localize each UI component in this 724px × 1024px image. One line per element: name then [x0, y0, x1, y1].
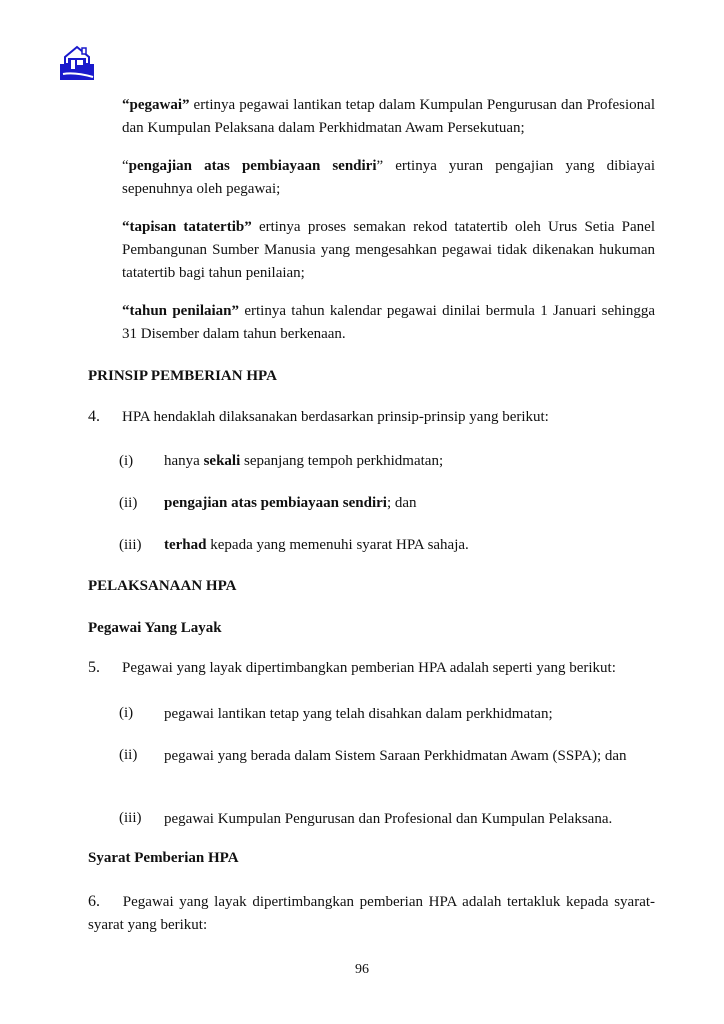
paragraph-text: Pegawai yang layak dipertimbangkan pemberian HPA adalah seperti yang berikut: [122, 660, 616, 676]
item-bold: sekali [203, 453, 241, 469]
section-heading: PRINSIP PEMBERIAN HPA [88, 368, 277, 384]
paragraph-text: Pegawai yang layak dipertimbangkan pemberian HPA adalah tertakluk kepada syarat-syarat yang berikut: [88, 894, 656, 933]
item-bold: pengajian atas pembiayaan sendiri [164, 495, 387, 511]
definition-tahun-penilaian [122, 300, 655, 346]
definition-text: ertinya pegawai lantikan tetap dalam Kumpulan Pengurusan dan Profesional dan Kumpulan Pelaksana dalam Perkhidmatan Awam Persekutuan; [122, 97, 655, 136]
item-text: sepanjang tempoh perkhidmatan; [240, 453, 444, 469]
definition-term: “tahun penilaian” [122, 303, 240, 319]
item-text: hanya [164, 453, 204, 469]
item-text: kepada yang memenuhi syarat HPA sahaja. [206, 537, 469, 553]
list-item: pegawai Kumpulan Pengurusan dan Profesional dan Kumpulan Pelaksana. [164, 811, 613, 827]
paragraph-number: 6. [88, 893, 100, 910]
definition-pengajian [122, 155, 655, 201]
list-item-label: (i) [119, 453, 134, 469]
section-subheading: Syarat Pemberian HPA [88, 850, 239, 866]
list-item [164, 537, 655, 554]
list-item-label: (iii) [119, 537, 142, 553]
item-text: ; dan [386, 495, 417, 511]
list-item [164, 495, 655, 512]
list-item: pegawai yang berada dalam Sistem Saraan Perkhidmatan Awam (SSPA); dan [164, 748, 627, 764]
list-item-label: (iii) [119, 810, 142, 826]
list-item-label: (i) [119, 705, 134, 721]
list-item-label: (ii) [119, 495, 138, 511]
definition-text: ertinya tahun kalendar pegawai dinilai bermula 1 Januari sehingga 31 Disember dalam tahun berkenaan. [122, 303, 655, 342]
house-logo-icon [57, 44, 97, 82]
open-quote: “ [122, 158, 129, 174]
definition-term: pengajian atas pembiayaan sendiri [128, 158, 377, 174]
section-heading: PELAKSANAAN HPA [88, 578, 237, 594]
definition-tapisan [122, 216, 655, 285]
definition-text: ertinya proses semakan rekod tatatertib oleh Urus Setia Panel Pembangunan Sumber Manusia yang mengesahkan pegawai tidak dikenakan hukuman tatatertib bagi tahun penilaian; [122, 219, 655, 281]
definition-term: “pegawai” [122, 97, 190, 113]
list-item [164, 453, 655, 470]
paragraph-number: 5. [88, 659, 100, 676]
list-item: pegawai lantikan tetap yang telah disahkan dalam perkhidmatan; [164, 706, 553, 722]
definition-pegawai [122, 94, 655, 140]
item-bold: terhad [164, 537, 207, 553]
definition-text: ” ertinya yuran pengajian yang dibiayai sepenuhnya oleh pegawai; [122, 158, 655, 197]
definition-term: “tapisan tatatertib” [122, 219, 252, 235]
paragraph-text: HPA hendaklah dilaksanakan berdasarkan prinsip-prinsip yang berikut: [122, 409, 549, 425]
section-subheading: Pegawai Yang Layak [88, 620, 222, 636]
page-number: 96 [355, 962, 369, 977]
list-item-label: (ii) [119, 747, 138, 763]
paragraph [88, 890, 655, 937]
paragraph-number: 4. [88, 408, 100, 425]
